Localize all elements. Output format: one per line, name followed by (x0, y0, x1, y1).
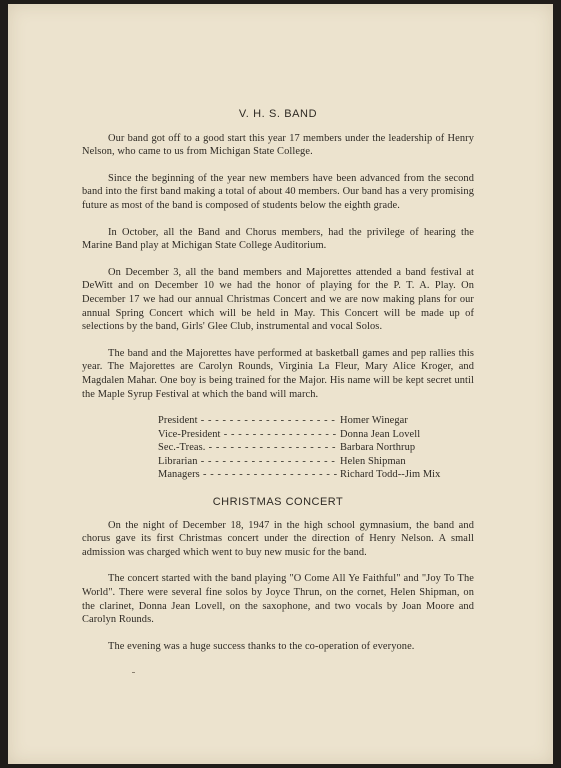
band-paragraph-2: Since the beginning of the year new members have been advanced from the second band into the first band making a total of about 40 members. Our band has a very promising future as most of the band is composed of students below the eighth grade. (82, 172, 474, 211)
officer-row (158, 468, 458, 482)
band-paragraph-3: In October, all the Band and Chorus members, had the privilege of hearing the Marine Band play at Michigan State College Auditorium. (82, 226, 474, 252)
concert-section-title: CHRISTMAS CONCERT (212, 496, 344, 509)
officer-role: Sec.-Treas. - - - (158, 441, 337, 455)
officer-name: Homer Winegar (337, 414, 458, 428)
officer-name: Barbara Northrup (337, 441, 458, 455)
concert-paragraph-2: The concert started with the band playing "O Come All Ye Faithful" and "Joy To The World". There were several fine solos by Joyce Thrun, on the cornet, Helen Shipman, on the clarinet, Donna Jean Lovell, on the saxophone, and two vocals by Joan Moore and Carolyn Rounds. (82, 573, 474, 626)
officer-role: Managers - - - (158, 468, 337, 482)
concert-paragraph-1: On the night of December 18, 1947 in the high school gymnasium, the band and chorus gave its first Christmas concert under the direction of Henry Nelson. A small admission was charged which went to buy new music for the band. (82, 519, 474, 558)
officers-list (158, 414, 458, 482)
band-paragraph-4: On December 3, all the band members and Majorettes attended a band festival at DeWitt and on December 10 we had the honor of playing for the P. T. A. Play. On December 17 we had our annual Christmas Concert and we are now making plans for our annual Spring Concert which will be held in May. This Concert will be made up of selections by the band, Girls' Glee Club, instrumental and vocal Solos. (82, 266, 474, 333)
officer-row (158, 441, 458, 455)
officer-role: President - - - (158, 414, 337, 428)
ink-speck (132, 672, 135, 673)
band-paragraph-5: The band and the Majorettes have performed at basketball games and pep rallies this year. The Majorettes are Carolyn Rounds, Virginia La Fleur, Mary Alice Kroger, and Magdalen Mahar. One boy is being trained for the Major. His name will be kept secret until the Maple Syrup Festival at which the band will march. (82, 347, 474, 400)
concert-paragraph-3: The evening was a huge success thanks to the co-operation of everyone. (108, 640, 415, 652)
band-paragraph-1: Our band got off to a good start this year 17 members under the leadership of Henry Nelson, who came to us from Michigan State College. (82, 132, 474, 158)
officer-role: Librarian - - - (158, 455, 337, 469)
officer-role: Vice-President - - - (158, 428, 337, 442)
officer-row (158, 455, 458, 469)
page-content (82, 108, 474, 666)
officer-row (158, 428, 458, 442)
officer-row (158, 414, 458, 428)
officer-name: Richard Todd--Jim Mix (337, 468, 458, 482)
officer-name: Donna Jean Lovell (337, 428, 458, 442)
officer-name: Helen Shipman (337, 455, 458, 469)
band-section-title: V. H. S. BAND (238, 108, 318, 120)
document-page (8, 4, 553, 764)
